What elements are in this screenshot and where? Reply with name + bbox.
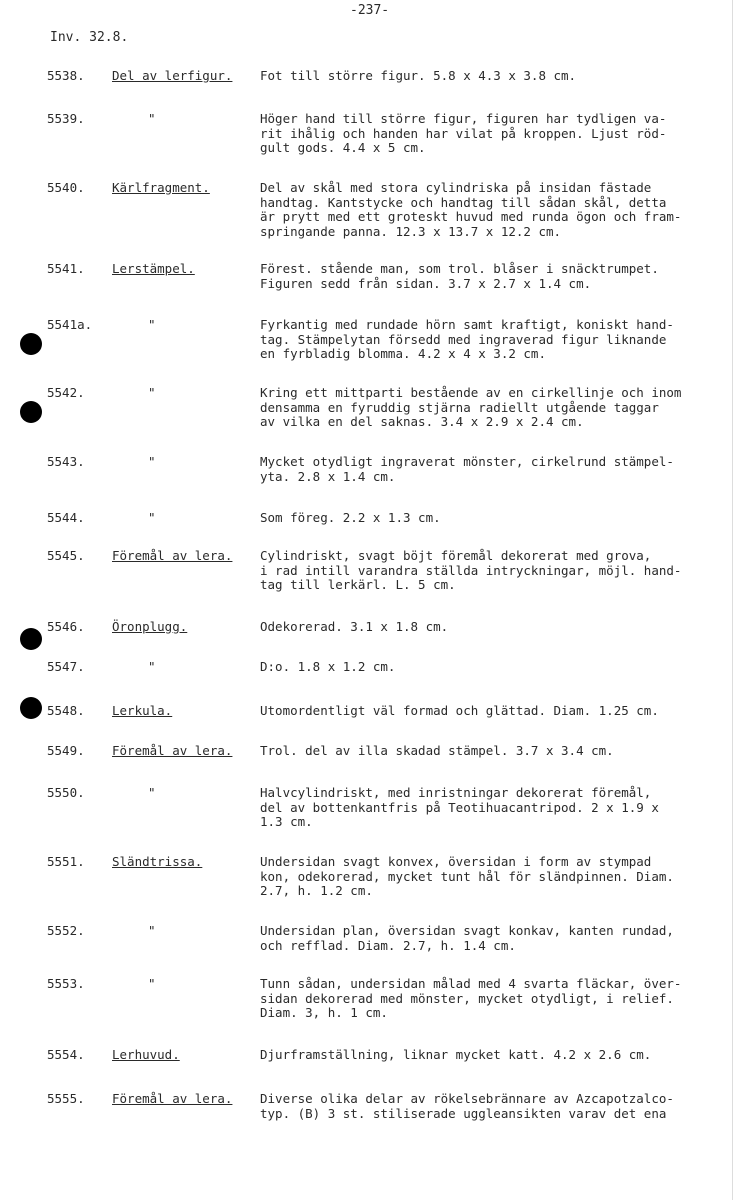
description-line: Kring ett mittparti bestående av en cirkellinje och inom: [260, 385, 682, 400]
entry-description: [260, 386, 730, 430]
description-line: yta. 2.8 x 1.4 cm.: [260, 468, 396, 484]
description-line: handtag. Kantstycke och handtag till sådan skål, detta: [260, 194, 667, 210]
description-line: Odekorerad. 3.1 x 1.8 cm.: [260, 619, 449, 634]
description-line: Cylindriskt, svagt böjt föremål dekorerat med grova,: [260, 548, 652, 563]
description-line: en fyrbladig blomma. 4.2 x 4 x 3.2 cm.: [260, 346, 546, 361]
description-line: springande panna. 12.3 x 13.7 x 12.2 cm.: [260, 223, 562, 239]
description-line: Mycket otydligt ingraverat mönster, cirkelrund stämpel-: [260, 454, 674, 469]
ditto-mark: ": [148, 976, 156, 991]
entry-number: 5555.: [47, 1091, 85, 1106]
entry-description: [260, 704, 730, 719]
entry-number: 5546.: [47, 619, 85, 634]
punch-hole: [20, 401, 42, 423]
ditto-mark: ": [148, 659, 156, 674]
entry-number: 5539.: [47, 111, 85, 126]
entry-description: [260, 549, 730, 593]
description-line: i rad intill varandra ställda intryckningar, möjl. hand-: [260, 562, 682, 578]
entry-number: 5554.: [47, 1047, 85, 1062]
entry-description: [260, 455, 730, 484]
description-line: rit ihålig och handen har vilat på kroppen. Ljust röd-: [260, 125, 667, 141]
page-edge: [732, 0, 733, 1200]
description-line: gult gods. 4.4 x 5 cm.: [260, 140, 426, 155]
entry-number: 5538.: [47, 68, 85, 83]
punch-hole: [20, 628, 42, 650]
entry-description: [260, 1092, 730, 1121]
entry-number: 5542.: [47, 385, 85, 400]
entry-number: 5541.: [47, 261, 85, 276]
entry-category: Sländtrissa.: [112, 854, 203, 869]
inventory-number: Inv. 32.8.: [50, 30, 129, 45]
description-line: Höger hand till större figur, figuren har tydligen va-: [260, 111, 667, 126]
description-line: kon, odekorerad, mycket tunt hål för sländpinnen. Diam.: [260, 868, 674, 884]
entry-description: [260, 855, 730, 899]
description-line: Fyrkantig med rundade hörn samt kraftigt, koniskt hand-: [260, 317, 674, 332]
entry-category: Öronplugg.: [112, 619, 188, 634]
description-line: är prytt med ett groteskt huvud med runda ögon och fram-: [260, 209, 682, 224]
description-line: Tunn sådan, undersidan målad med 4 svarta fläckar, över-: [260, 976, 682, 991]
description-line: Undersidan plan, översidan svagt konkav, kanten rundad,: [260, 923, 674, 938]
description-line: Halvcylindriskt, med inristningar dekorerat föremål,: [260, 785, 652, 800]
description-line: Förest. stående man, som trol. blåser i snäcktrumpet.: [260, 261, 659, 276]
entry-description: [260, 744, 730, 759]
ditto-mark: ": [148, 385, 156, 400]
entry-number: 5553.: [47, 976, 85, 991]
entry-description: [260, 1048, 730, 1063]
entry-description: [260, 660, 730, 675]
entry-number: 5548.: [47, 703, 85, 718]
description-line: Fot till större figur. 5.8 x 4.3 x 3.8 cm.: [260, 68, 577, 83]
ditto-mark: ": [148, 923, 156, 938]
entry-category: Föremål av lera.: [112, 743, 233, 758]
description-line: av vilka en del saknas. 3.4 x 2.9 x 2.4 cm.: [260, 414, 584, 429]
entry-number: 5552.: [47, 923, 85, 938]
description-line: Diam. 3, h. 1 cm.: [260, 1005, 388, 1020]
entry-number: 5550.: [47, 785, 85, 800]
description-line: typ. (B) 3 st. stiliserade uggleansikten varav det ena: [260, 1105, 667, 1121]
entry-description: [260, 69, 730, 84]
entry-description: [260, 786, 730, 830]
description-line: Som föreg. 2.2 x 1.3 cm.: [260, 510, 441, 525]
description-line: och refflad. Diam. 2.7, h. 1.4 cm.: [260, 937, 516, 953]
description-line: sidan dekorerad med mönster, mycket otydligt, i relief.: [260, 990, 674, 1006]
entry-number: 5541a.: [47, 317, 93, 332]
entry-category: Lerkula.: [112, 703, 173, 718]
entry-category: Lerstämpel.: [112, 261, 195, 276]
entry-number: 5545.: [47, 548, 85, 563]
entry-number: 5540.: [47, 180, 85, 195]
description-line: 2.7, h. 1.2 cm.: [260, 883, 373, 898]
ditto-mark: ": [148, 454, 156, 469]
page-number: -237-: [350, 3, 390, 18]
entry-number: 5547.: [47, 659, 85, 674]
description-line: Figuren sedd från sidan. 3.7 x 2.7 x 1.4 cm.: [260, 275, 592, 291]
ditto-mark: ": [148, 317, 156, 332]
punch-hole: [20, 333, 42, 355]
punch-hole: [20, 697, 42, 719]
entry-description: [260, 620, 730, 635]
entry-description: [260, 977, 730, 1021]
description-line: 1.3 cm.: [260, 814, 313, 829]
description-line: Del av skål med stora cylindriska på insidan fästade: [260, 180, 652, 195]
entry-category: Föremål av lera.: [112, 1091, 233, 1106]
description-line: Undersidan svagt konvex, översidan i form av stympad: [260, 854, 652, 869]
ditto-mark: ": [148, 510, 156, 525]
description-line: Utomordentligt väl formad och glättad. Diam. 1.25 cm.: [260, 703, 659, 718]
description-line: Djurframställning, liknar mycket katt. 4.2 x 2.6 cm.: [260, 1047, 652, 1062]
ditto-mark: ": [148, 111, 156, 126]
entry-category: Lerhuvud.: [112, 1047, 180, 1062]
description-line: D:o. 1.8 x 1.2 cm.: [260, 659, 396, 674]
entry-description: [260, 318, 730, 362]
description-line: Trol. del av illa skadad stämpel. 3.7 x 3.4 cm.: [260, 743, 614, 758]
entry-category: Kärlfragment.: [112, 180, 210, 195]
entry-description: [260, 112, 730, 156]
description-line: tag. Stämpelytan försedd med ingraverad figur liknande: [260, 331, 667, 347]
description-line: tag till lerkärl. L. 5 cm.: [260, 577, 456, 592]
entry-description: [260, 181, 730, 239]
description-line: del av bottenkantfris på Teotihuacantripod. 2 x 1.9 x: [260, 799, 659, 815]
entry-number: 5549.: [47, 743, 85, 758]
entry-description: [260, 511, 730, 526]
entry-number: 5543.: [47, 454, 85, 469]
entry-description: [260, 924, 730, 953]
entry-category: Del av lerfigur.: [112, 68, 233, 83]
entry-number: 5544.: [47, 510, 85, 525]
description-line: Diverse olika delar av rökelsebrännare av Azcapotzalco-: [260, 1091, 674, 1106]
description-line: densamma en fyruddig stjärna radiellt utgående taggar: [260, 399, 659, 415]
entry-category: Föremål av lera.: [112, 548, 233, 563]
entry-description: [260, 262, 730, 291]
ditto-mark: ": [148, 785, 156, 800]
entry-number: 5551.: [47, 854, 85, 869]
